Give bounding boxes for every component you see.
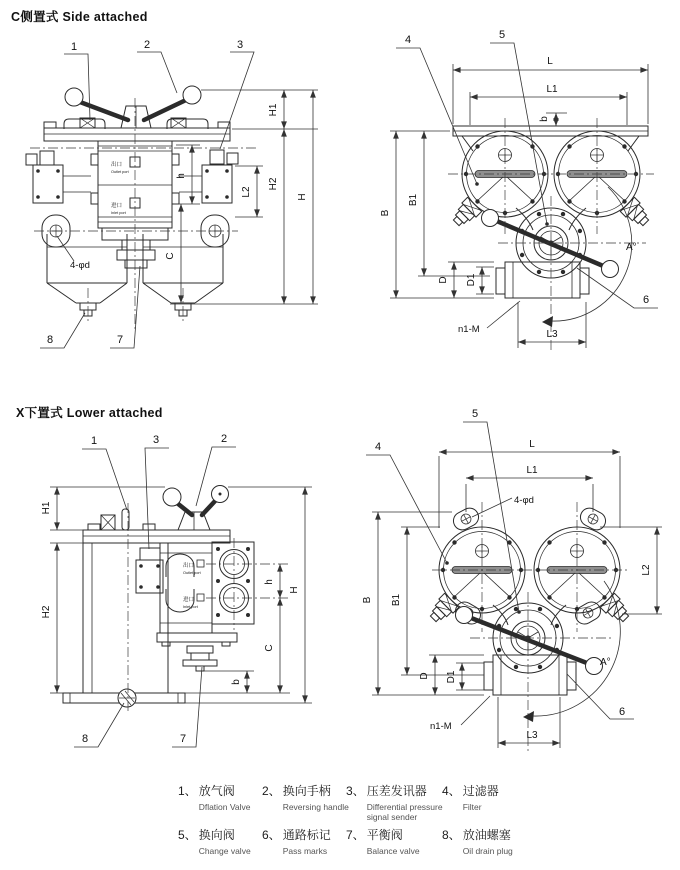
reversing-handle-front [482, 210, 619, 278]
callout-3: 3 [236, 39, 244, 51]
inlet-port-label-en: Inlet port [183, 605, 198, 609]
reversing-handle [163, 486, 229, 531]
callout-4: 4 [404, 34, 412, 46]
dim-label-h-small: h [264, 579, 275, 585]
differential-pressure-sender-left [26, 151, 91, 203]
legend-name-zh: 换向阀 [198, 828, 235, 842]
legend-number: 5、 [178, 828, 197, 842]
dim-label-h-small: h [176, 173, 187, 179]
dim-label-d: D [438, 276, 449, 284]
callout-8: 8 [81, 733, 89, 745]
legend-name-en: Balance valve [366, 846, 420, 856]
callout-6: 6 [642, 294, 650, 306]
port-block [212, 542, 254, 624]
dim-label-d1: D1 [466, 273, 477, 287]
legend-item-2 [262, 782, 349, 812]
dim-label-l3: L3 [526, 730, 538, 741]
dim-label-b: b [539, 116, 550, 122]
filter-bowl-left [47, 234, 127, 316]
lower-attached-side-view [41, 433, 312, 747]
dim-label-c: C [264, 644, 275, 652]
callout-1: 1 [70, 41, 78, 53]
dim-label-h2: H2 [268, 177, 279, 191]
dim-label-l2: L2 [241, 186, 252, 198]
legend-name-en: Dflation Valve [198, 802, 251, 812]
outlet-port-label-zh: 出口 [183, 563, 195, 569]
legend-number: 6、 [262, 828, 281, 842]
legend-number: 2、 [262, 784, 281, 798]
callouts [40, 39, 254, 348]
dimensions [380, 56, 648, 348]
legend-name-zh: 换向手柄 [282, 784, 331, 798]
dimensions [41, 487, 312, 703]
callout-7: 7 [116, 334, 124, 346]
callout-5: 5 [498, 29, 506, 41]
legend-item-5 [178, 826, 251, 856]
legend-name-en: Change valve [198, 846, 251, 856]
base-plate [63, 689, 185, 707]
inlet-port-label-en: Inlet port [111, 211, 126, 215]
outlet-port-label-zh: 出口 [111, 162, 123, 168]
side-attached-front-view [380, 29, 658, 352]
dim-label-l: L [547, 56, 553, 67]
top-flange [44, 122, 230, 141]
dim-label-l1: L1 [526, 465, 538, 476]
dim-label-l1: L1 [546, 84, 558, 95]
legend-name-en: Oil drain plug [462, 846, 513, 856]
dim-label-d1: D1 [446, 670, 457, 684]
callout-7: 7 [179, 733, 187, 745]
callout-1: 1 [90, 435, 98, 447]
dim-label-angle: A° [626, 242, 637, 253]
legend-name-zh: 放气阀 [198, 784, 235, 798]
outlet-port-label-en: Outlet port [183, 571, 201, 575]
legend-name-zh: 放油螺塞 [462, 828, 511, 842]
dim-label-c: C [165, 252, 176, 260]
neck-left [493, 605, 508, 625]
dim-label-b-cap: B [362, 596, 373, 604]
dimensions [57, 90, 318, 304]
centerlines [128, 503, 290, 714]
differential-pressure-sender-right [179, 150, 238, 203]
dim-label-thread: n1-M [430, 721, 452, 732]
legend-name-en: Reversing handle [282, 802, 349, 812]
inlet-port-label-zh: 进口 [183, 597, 195, 603]
differential-pressure-sender [136, 548, 163, 593]
legend-number: 1、 [178, 784, 197, 798]
legend-item-7 [346, 826, 420, 856]
dim-label-b: b [231, 679, 242, 685]
dim-label-l2: L2 [641, 564, 652, 576]
dim-label-h: H [297, 193, 308, 201]
dim-label-angle: A° [600, 657, 611, 668]
filter-column [83, 543, 168, 693]
legend-name-zh: 通路标记 [282, 828, 331, 842]
legend-name-zh: 压差发讯器 [366, 784, 427, 798]
bottom-block [484, 655, 576, 695]
neck-left [516, 208, 533, 230]
legend-number: 3、 [346, 784, 365, 798]
callout-3: 3 [152, 434, 160, 446]
legend-item-4 [442, 782, 499, 812]
callout-5: 5 [471, 408, 479, 420]
callouts [396, 29, 658, 308]
dim-label-h2: H2 [41, 605, 52, 619]
top-flange [83, 524, 230, 543]
legend-name-zh: 平衡阀 [366, 828, 403, 842]
legend-item-3 [346, 782, 447, 822]
neck-right [569, 208, 586, 230]
dim-label-d: D [419, 672, 430, 680]
mounting-plate [453, 126, 648, 151]
dim-label-l: L [529, 439, 535, 450]
dim-label-b-cap: B [380, 209, 391, 217]
callout-2: 2 [143, 39, 151, 51]
legend-item-1 [178, 782, 251, 812]
section-title-lower-attached: X下置式 Lower attached [16, 406, 163, 420]
neck-right [551, 605, 566, 625]
dim-label-l3: L3 [546, 329, 558, 340]
callout-8: 8 [46, 334, 54, 346]
centerlines [448, 118, 654, 352]
legend-item-6 [262, 826, 331, 856]
lower-attached-front-view [362, 408, 662, 752]
side-attached-side-view [26, 39, 318, 348]
dim-label-holes: 4-φd [514, 495, 534, 506]
legend-name-en: Filter [462, 802, 482, 812]
legend-number: 4、 [442, 784, 461, 798]
bottom-flange-and-balance-valve [157, 633, 237, 671]
dim-label-b1: B1 [408, 193, 419, 207]
dim-label-h: H [289, 586, 300, 594]
legend-number: 8、 [442, 828, 461, 842]
legend-name-en: Pass marks [282, 846, 328, 856]
legend-name-en: Differential pressure signal sender [366, 802, 443, 823]
dim-label-b1: B1 [391, 593, 402, 607]
bottom-block [496, 262, 589, 298]
legend-name-zh: 过滤器 [462, 784, 499, 798]
centerlines [30, 98, 256, 332]
outlet-port-label-en: Outlet port [111, 170, 129, 174]
legend-item-8 [442, 826, 513, 856]
inlet-port-label-zh: 进口 [111, 203, 123, 209]
legend-number: 7、 [346, 828, 365, 842]
callout-6: 6 [618, 706, 626, 718]
dim-label-h1: H1 [41, 501, 52, 515]
callout-2: 2 [220, 433, 228, 445]
dim-label-holes: 4-φd [70, 260, 90, 271]
dim-label-thread: n1-M [458, 324, 480, 335]
callout-4: 4 [374, 441, 382, 453]
section-title-side-attached: C侧置式 Side attached [11, 10, 148, 24]
dim-label-h1: H1 [268, 103, 279, 117]
deflation-valve [101, 509, 129, 530]
reversing-handle-front [456, 607, 603, 675]
